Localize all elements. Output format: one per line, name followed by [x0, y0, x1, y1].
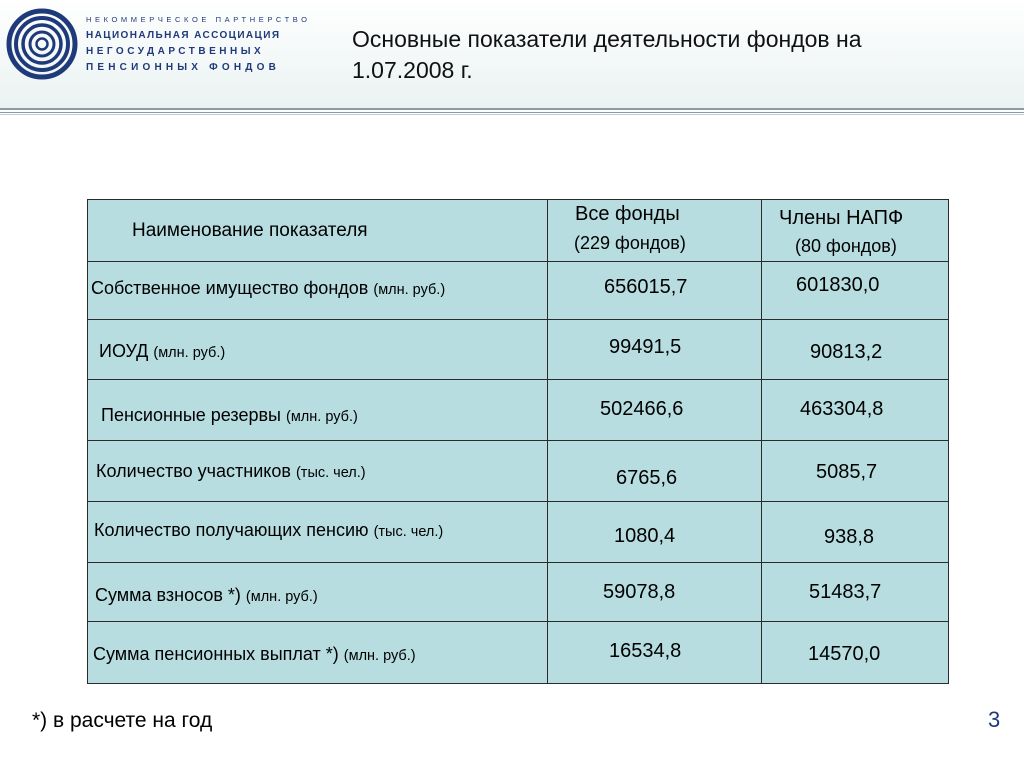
row-napf-cell: [761, 621, 949, 684]
col-header-all-sub: (229 фондов): [574, 233, 686, 253]
col-header-napf: Члены НАПФ: [779, 207, 904, 229]
value-napf: 5085,7: [816, 461, 878, 483]
value-napf: 14570,0: [808, 643, 881, 665]
row-napf-cell: [761, 562, 949, 623]
indicators-table: [87, 199, 949, 684]
header-cell-name: [87, 199, 549, 263]
value-napf: 938,8: [824, 526, 875, 548]
table-row-label: Пенсионные резервы (млн. руб.): [101, 405, 358, 425]
row-all-cell: [547, 621, 763, 684]
table-row-label: Сумма взносов *) (млн. руб.): [95, 585, 318, 605]
row-name-cell: [87, 621, 549, 684]
header-cell-all: [547, 199, 763, 263]
row-all-cell: [547, 379, 763, 442]
value-napf: 601830,0: [796, 274, 880, 296]
row-napf-cell: [761, 501, 949, 564]
table-row-label: ИОУД (млн. руб.): [99, 341, 226, 361]
value-napf: 90813,2: [810, 341, 883, 363]
value-all: 502466,6: [600, 398, 684, 420]
col-header-name: Наименование показателя: [132, 220, 368, 241]
row-all-cell: [547, 562, 763, 623]
row-all-cell: [547, 501, 763, 564]
row-name-cell: [87, 501, 549, 564]
org-line-4: ПЕНСИОННЫХ ФОНДОВ: [86, 62, 281, 73]
value-napf: 463304,8: [800, 398, 884, 420]
row-napf-cell: [761, 440, 949, 503]
header-divider-thin: [0, 114, 1024, 115]
row-all-cell: [547, 261, 763, 321]
row-name-cell: [87, 319, 549, 381]
table-row-label: Собственное имущество фондов (млн. руб.): [91, 278, 446, 298]
value-all: 99491,5: [609, 336, 682, 358]
value-all: 59078,8: [603, 581, 676, 603]
organization-name: [86, 12, 311, 76]
value-all: 1080,4: [614, 525, 676, 547]
footnote: *) в расчете на год: [32, 709, 213, 732]
col-header-all: Все фонды: [575, 203, 680, 225]
row-all-cell: [547, 440, 763, 503]
header-cell-napf: [761, 199, 949, 263]
row-name-cell: [87, 440, 549, 503]
title-line-2: 1.07.2008 г.: [352, 57, 473, 83]
row-name-cell: [87, 379, 549, 442]
value-all: 16534,8: [609, 640, 682, 662]
table-row-label: Сумма пенсионных выплат *) (млн. руб.): [93, 644, 416, 664]
row-napf-cell: [761, 261, 949, 321]
row-name-cell: [87, 562, 549, 623]
value-all: 656015,7: [604, 276, 688, 298]
page-number: 3: [988, 707, 1001, 732]
row-all-cell: [547, 319, 763, 381]
title-line-1: Основные показатели деятельности фондов на: [352, 26, 862, 52]
row-napf-cell: [761, 379, 949, 442]
header-band: [0, 0, 1024, 110]
org-line-1: НЕКОММЕРЧЕСКОЕ ПАРТНЕРСТВО: [86, 15, 311, 24]
page-title: [352, 24, 972, 86]
value-napf: 51483,7: [809, 581, 882, 603]
header-divider: [0, 112, 1024, 113]
table-row-label: Количество получающих пенсию (тыс. чел.): [94, 520, 444, 540]
table-row-label: Количество участников (тыс. чел.): [96, 461, 366, 481]
value-all: 6765,6: [616, 467, 678, 489]
col-header-napf-sub: (80 фондов): [795, 236, 897, 256]
row-name-cell: [87, 261, 549, 321]
row-napf-cell: [761, 319, 949, 381]
org-line-2: НАЦИОНАЛЬНАЯ АССОЦИАЦИЯ: [86, 30, 281, 41]
spiral-logo-icon: [6, 8, 78, 80]
org-line-3: НЕГОСУДАРСТВЕННЫХ: [86, 46, 265, 57]
